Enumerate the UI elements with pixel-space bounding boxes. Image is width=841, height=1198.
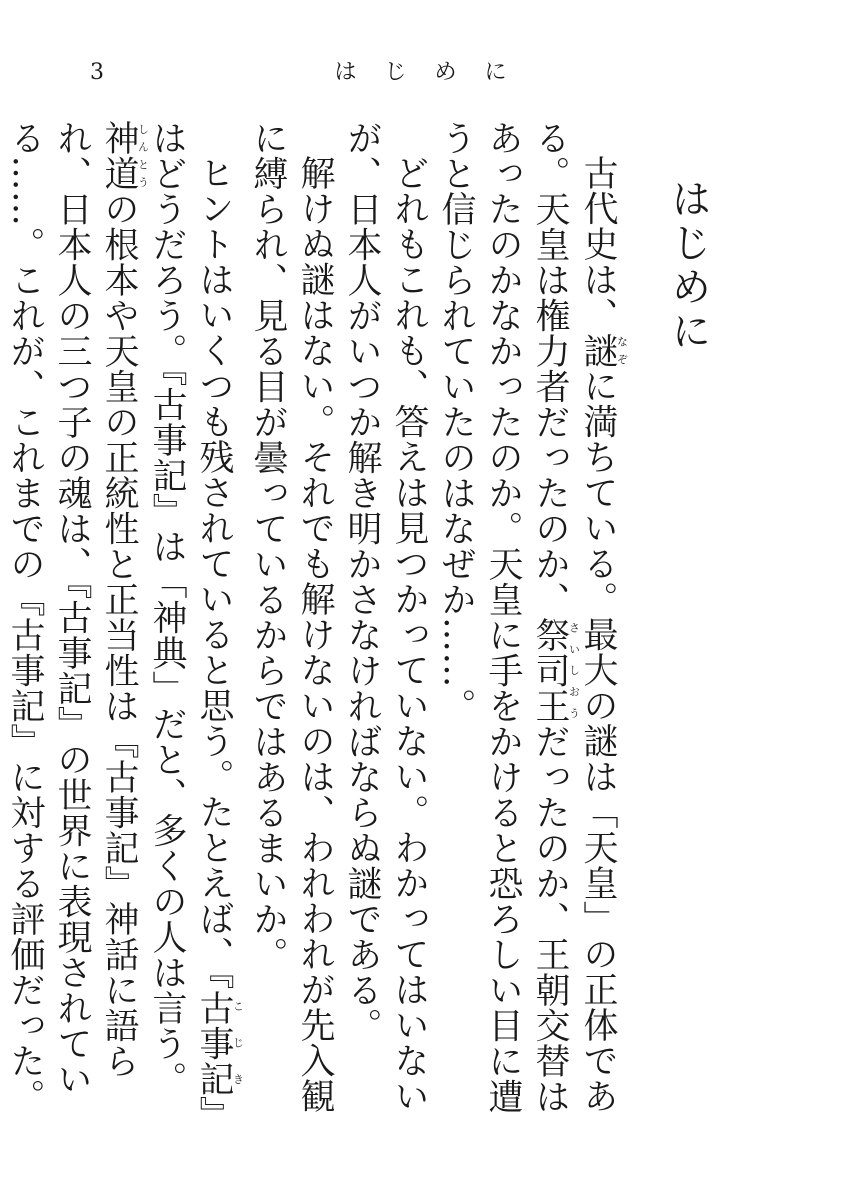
ruby-reading: しんとう: [136, 120, 150, 191]
ruby-base: 謎: [578, 332, 618, 368]
paragraph: [432, 120, 628, 1130]
page-number: 3: [90, 60, 104, 85]
ruby-word: [194, 989, 245, 1097]
ruby-word: [99, 120, 150, 191]
text-run: の根本や天皇の正統性と正当性は『古事記』神話に語られ、日本人の三つ子の魂は、『古事記』の世界に表現されている……。これが、これまでの『古事記』に対する評価だった。: [5, 120, 139, 1114]
chapter-title: はじめに: [665, 178, 711, 354]
ruby-reading: さいしおう: [567, 617, 581, 724]
ruby-base: 神道: [99, 120, 139, 191]
paragraph: [338, 120, 432, 1130]
running-head: はじめに: [334, 60, 535, 85]
text-run: に満ちている。最大の謎は「天皇」の正体である。天皇は権力者だったのか、: [530, 120, 618, 1114]
ruby-base: 祭司王: [530, 617, 570, 724]
paragraph: [244, 120, 338, 1130]
paragraph: [0, 120, 1, 1130]
text-run: どれもこれも、答えは見つかっていない。わかってはいないが、日本人がいつか解き明かさなければならぬ謎である。: [342, 120, 429, 1114]
text-run: 』はどうだろう。『古事記』は「神典」だと、多くの人は言う。: [147, 120, 234, 1114]
ruby-reading: こじき: [231, 989, 245, 1096]
ruby-base: 古事記: [194, 989, 234, 1096]
ruby-word: [578, 332, 629, 369]
text-run: ヒントはいくつも残されていると思う。たとえば、『: [194, 155, 234, 990]
text-run: 解けぬ謎はない。それでも解けないのは、われわれが先入観に縛られ、見る目が曇っているからではあるまいか。: [248, 120, 335, 1114]
body-text: [5, 120, 711, 1130]
paragraph: [1, 120, 244, 1130]
text-run: だったのか、王朝交替はあったのかなかったのか。天皇に手をかけると恐ろしい目に遭うと信じられていたのはなぜか……。: [436, 120, 570, 1114]
text-run: 古代史は、: [578, 155, 618, 333]
ruby-word: [530, 617, 581, 724]
ruby-reading: なぞ: [615, 332, 629, 368]
